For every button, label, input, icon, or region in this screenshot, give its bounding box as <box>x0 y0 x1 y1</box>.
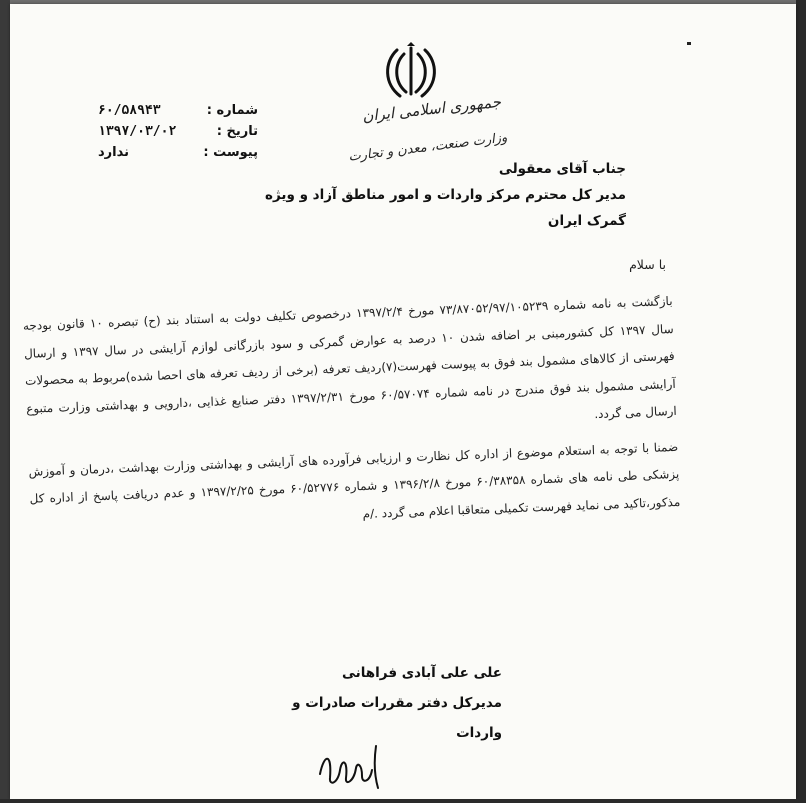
meta-attachment-value: ندارد <box>98 145 130 160</box>
meta-attachment-label: پیوست : <box>203 145 258 160</box>
greeting: با سلام <box>629 257 666 272</box>
meta-date-label: تاریخ : <box>216 124 258 139</box>
letter-meta <box>98 100 258 163</box>
handwritten-signature-icon <box>310 734 390 794</box>
signer-name: علی علی آبادی فراهانی <box>342 665 502 681</box>
signer-title: مدیرکل دفتر مقررات صادرات و واردات <box>292 695 502 741</box>
body-paragraph-2: ضمنا با توجه به استعلام موضوع از اداره کل نظارت و ارزیابی فرآورده های آرایشی و بهداشتی وزارت بهداشت ،درمان و آموزش پزشکی طی نامه های شماره ۶۰/۳۸۳۵۸ مورخ ۱۳۹۶/۲/۸ و شماره ۶۰/۵۲۷۷۶ مورخ ۱۳۹۷/۲/۲۵ و عدم دریافت پاسخ از اداره کل مذکور،تاکید می نماید فهرست تکمیلی متعاقبا اعلام می گردد ./م <box>28 439 681 521</box>
recipient-block <box>265 156 626 234</box>
header-ministry: وزارت صنعت، معدن و تجارت <box>347 130 509 165</box>
meta-number-label: شماره : <box>206 103 258 118</box>
recipient-name: جناب آقای معقولی <box>498 161 626 177</box>
meta-date <box>98 121 258 142</box>
letter-page <box>10 4 796 799</box>
letter-body <box>22 288 680 541</box>
scan-edge-right <box>796 0 806 803</box>
header-country: جمهوری اسلامی ایران <box>361 92 502 126</box>
emblem-icon <box>380 42 442 100</box>
recipient-organization: گمرک ایران <box>547 213 626 229</box>
scan-edge-left <box>0 0 10 803</box>
meta-number <box>98 100 258 121</box>
recipient-title: مدیر کل محترم مرکز واردات و امور مناطق آزاد و ویژه <box>265 187 626 203</box>
mark-dot <box>687 42 691 45</box>
body-paragraph-1: بازگشت به نامه شماره ۷۳/۸۷۰۵۲/۹۷/۱۰۵۲۳۹ مورخ ۱۳۹۷/۲/۴ درخصوص تکلیف دولت به استناد بند (ح) تبصره ۱۰ قانون بودجه سال ۱۳۹۷ کل کشورمبنی بر اضافه شدن ۱۰ درصد به عوارض گمرکی و سود بازرگانی لوازم آرایشی در سال ۱۳۹۷ و ارسال فهرستی از کالاهای مشمول بند فوق به پیوست فهرست(۷)ردیف تعرفه (برخی از ردیف تعرفه های احصا شده)مربوط به محصولات آرایشی مشمول بند فوق مندرج در نامه شماره ۶۰/۵۷۰۷۴ مورخ ۱۳۹۷/۲/۳۱ دفتر صنایع غذایی ،دارویی و بهداشتی وزارت متبوع ارسال می گردد. <box>22 293 677 422</box>
scan-edge-bottom <box>0 799 806 803</box>
meta-date-value: ۱۳۹۷/۰۳/۰۲ <box>98 124 177 139</box>
meta-attachment <box>98 142 258 163</box>
meta-number-value: ۶۰/۵۸۹۴۳ <box>98 103 161 118</box>
